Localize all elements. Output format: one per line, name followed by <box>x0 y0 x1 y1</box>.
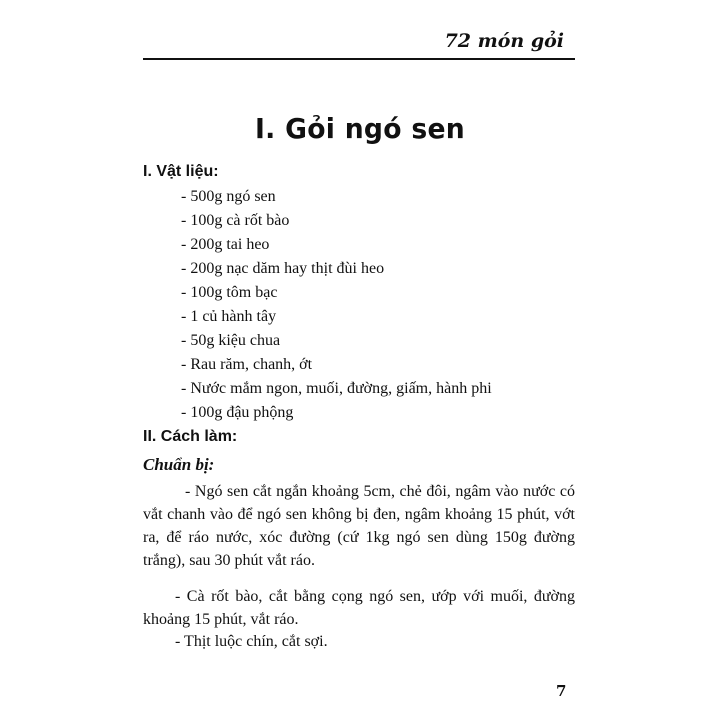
ingredient-item: - 500g ngó sen <box>181 188 276 205</box>
ingredient-item: - Rau răm, chanh, ớt <box>181 356 313 373</box>
paragraph: - Thịt luộc chín, cắt sợi. <box>175 633 328 650</box>
ingredient-item: - 100g đậu phộng <box>181 404 294 421</box>
ingredient-item: - 100g cà rốt bào <box>181 212 290 229</box>
paragraph: - Cà rốt bào, cắt bằng cọng ngó sen, ướp với muối, đường khoảng 15 phút, vắt ráo. <box>143 588 575 628</box>
method-heading: II. Cách làm: <box>143 428 238 445</box>
paragraph: - Ngó sen cắt ngắn khoảng 5cm, chẻ đôi, ngâm vào nước có vắt chanh vào để ngó sen không bị đen, ngâm khoảng 15 phút, vớt ra, để ráo nước, xóc đường (cứ 1kg ngó sen dùng 150g đường trắng), sau 30 phút vắt ráo. <box>143 483 575 569</box>
ingredient-list <box>181 185 492 425</box>
ingredient-item: - 200g nạc dăm hay thịt đùi heo <box>181 260 385 277</box>
ingredient-item: - 50g kiệu chua <box>181 332 281 349</box>
ingredient-item: - Nước mắm ngon, muối, đường, giấm, hành phi <box>181 380 492 397</box>
header-rule <box>143 58 575 60</box>
ingredient-item: - 1 củ hành tây <box>181 308 277 325</box>
materials-heading: I. Vật liệu: <box>143 163 219 180</box>
running-head: 72 món gỏi <box>444 30 564 52</box>
ingredient-item: - 200g tai heo <box>181 236 270 253</box>
ingredient-item: - 100g tôm bạc <box>181 284 278 301</box>
chapter-title: I. Gỏi ngó sen <box>254 112 466 145</box>
prep-subheading: Chuẩn bị: <box>143 455 215 474</box>
page-number: 7 <box>556 682 567 700</box>
